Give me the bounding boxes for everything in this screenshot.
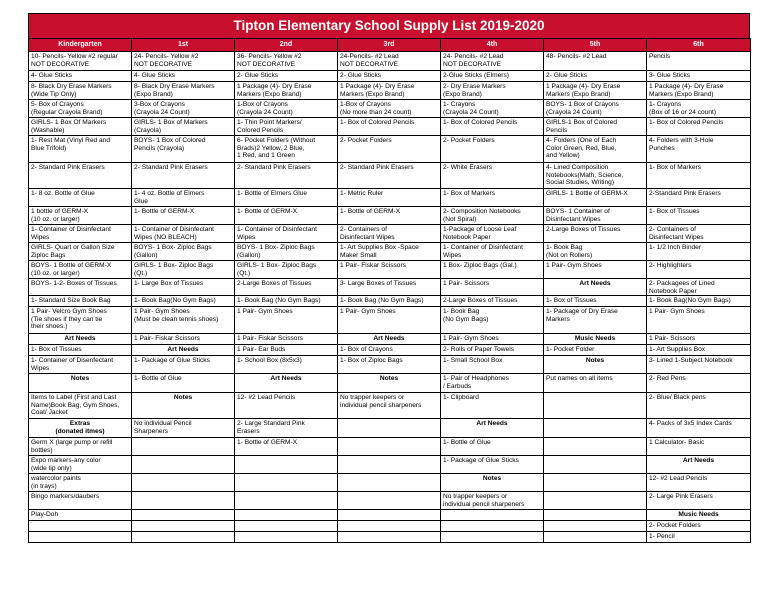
supply-item-cell: 2- Containers of Disinfectant Wipes — [647, 225, 751, 243]
supply-item-cell: 1 Package (4)- Dry Erase Markers (Expo Brand) — [338, 82, 441, 100]
supply-item-cell — [338, 419, 441, 438]
supply-item-cell: 2- Rolls of Paper Towels — [441, 345, 544, 356]
supply-item-cell: GIRLS- 1 Box- Ziploc Bags (Qt.) — [132, 261, 235, 279]
table-row — [29, 419, 751, 438]
supply-item-cell — [29, 532, 132, 543]
supply-item-cell: 1- 4 oz. Bottle of Elmers Glue — [132, 189, 235, 207]
supply-item-cell: 3- Large Boxes of Tissues — [338, 279, 441, 296]
supply-item-cell — [235, 474, 338, 492]
supply-item-cell: BOYS- 1 Bottle of GERM-X (10 oz. or larger) — [29, 261, 132, 279]
supply-item-cell: 1- Book Bag(No Gym Bags) — [132, 296, 235, 307]
supply-item-cell — [132, 474, 235, 492]
table-row — [29, 474, 751, 492]
supply-item-cell: 1 Pair- Ear Buds — [235, 345, 338, 356]
supply-item-cell: 1- Crayons (Box of 16 or 24 count) — [647, 100, 751, 118]
supply-item-cell: 4- Folders with 3-Hole Punches — [647, 136, 751, 163]
supply-item-cell: 2- Dry Erase Markers (Expo Brand) — [441, 82, 544, 100]
supply-item-cell: 2- Standard Pink Erasers — [132, 163, 235, 189]
supply-item-cell — [235, 521, 338, 532]
supply-item-cell: 1 Pair- Gym Shoes (Must be clean tennis shoes) — [132, 307, 235, 334]
supply-item-cell: 2-Glue Sticks (Elmers) — [441, 71, 544, 82]
supply-item-cell: 1- Container of Disenfectant Wipes — [29, 356, 132, 374]
supply-item-cell — [544, 419, 647, 438]
table-row — [29, 82, 751, 100]
supply-item-cell: 1- Small School Box — [441, 356, 544, 374]
supply-item-cell: GIRLS- Quart or Gallon Size Ziploc Bags — [29, 243, 132, 261]
supply-table — [28, 38, 751, 543]
supply-item-cell: 2- Glue Sticks — [544, 71, 647, 82]
supply-item-cell: 1- Box of Tissues — [647, 207, 751, 225]
supply-item-cell: No individual Pencil Sharpeners — [132, 419, 235, 438]
supply-item-cell: Items to Label (First and Last Name)Book Bag, Gym Shoes, Coat/ Jacket — [29, 393, 132, 419]
page-title: Tipton Elementary School Supply List 2019-2020 — [28, 13, 750, 38]
supply-item-cell — [235, 492, 338, 510]
supply-item-cell: 1- Pocket Folder — [544, 345, 647, 356]
table-row — [29, 393, 751, 419]
table-row — [29, 334, 751, 345]
section-label-cell: Notes — [338, 374, 441, 393]
supply-item-cell — [338, 492, 441, 510]
supply-item-cell — [338, 532, 441, 543]
table-row — [29, 296, 751, 307]
supply-item-cell: 5- Box of Crayons (Regular Crayola Brand) — [29, 100, 132, 118]
supply-table-body — [29, 52, 751, 543]
section-label-cell: Art Needs — [132, 345, 235, 356]
supply-item-cell: 1- Book Bag (No Gym Bags) — [338, 296, 441, 307]
supply-item-cell: 1-Package of Loose Leaf Notebook Paper — [441, 225, 544, 243]
supply-item-cell: 1 Package (4)- Dry Erase Markers (Expo Brand) — [647, 82, 751, 100]
supply-item-cell: Germ X (large pump or refill bottles) — [29, 438, 132, 456]
supply-item-cell: 1 bottle of GERM-X (10 oz. or larger) — [29, 207, 132, 225]
section-label-cell: Extras (donated itmes) — [29, 419, 132, 438]
supply-item-cell: 24-Pencils- #2 Lead NOT DECORATIVE — [338, 52, 441, 71]
supply-item-cell — [441, 532, 544, 543]
supply-item-cell: 1 Pair- Velcro Gym Shoes (Tie shoes if they can tie their shoes.) — [29, 307, 132, 334]
supply-item-cell: 1- Art Supplies Box -Space Maker Small — [338, 243, 441, 261]
table-row — [29, 307, 751, 334]
supply-item-cell: 1- Container of Disinfectant Wipes — [441, 243, 544, 261]
supply-item-cell: 1- Rest Mat (Vinyl Red and Blue Trifold) — [29, 136, 132, 163]
grade-header-1: Kindergarten — [29, 39, 132, 52]
supply-item-cell: 1 Pair- Fiskar Scissors — [132, 334, 235, 345]
supply-item-cell: 8- Black Dry Erase Markers (Wide Tip Only) — [29, 82, 132, 100]
supply-item-cell: GIRLS- 1 Box- Ziploc Bags (Qt.) — [235, 261, 338, 279]
supply-item-cell: BOYS- 1 Box of Colored Pencils (Crayola) — [132, 136, 235, 163]
supply-item-cell: 1- Box of Markers — [441, 189, 544, 207]
supply-item-cell: Put names on all items — [544, 374, 647, 393]
table-row — [29, 510, 751, 521]
supply-item-cell: 1 Pair- Fiskar Scissors — [235, 334, 338, 345]
supply-item-cell — [544, 492, 647, 510]
table-row — [29, 345, 751, 356]
supply-item-cell: 1- Box of Tissues — [544, 296, 647, 307]
supply-item-cell: 1- Container of Disinfectant Wipes (NO BLEACH) — [132, 225, 235, 243]
table-row — [29, 243, 751, 261]
supply-item-cell — [338, 521, 441, 532]
supply-item-cell: 1- Bottle of Glue — [132, 374, 235, 393]
supply-item-cell: 1 Box- Ziploc Bags (Gal.) — [441, 261, 544, 279]
supply-item-cell: 4- Packs of 3x5 Index Cards — [647, 419, 751, 438]
supply-item-cell: 1- Container of Disinfectant Wipes — [29, 225, 132, 243]
section-label-cell: Notes — [544, 356, 647, 374]
supply-item-cell: 1- Book Bag (No Gym Bags) — [441, 307, 544, 334]
supply-item-cell: 1- Bottle of Glue — [441, 438, 544, 456]
supply-item-cell: 4- Glue Sticks — [29, 71, 132, 82]
supply-item-cell: 1 Pair- Fiskar Scissors — [338, 261, 441, 279]
supply-item-cell: 2-Large Boxes of Tissues — [544, 225, 647, 243]
supply-item-cell: 1- Bottle of GERM-X — [235, 438, 338, 456]
table-row — [29, 52, 751, 71]
section-label-cell: Music Needs — [544, 334, 647, 345]
section-label-cell: Notes — [441, 474, 544, 492]
supply-item-cell: 1- Thin Point Markers/ Colored Pencils — [235, 118, 338, 136]
section-label-cell: Art Needs — [29, 334, 132, 345]
supply-item-cell: 1- Crayons (Crayola 24 Count) — [441, 100, 544, 118]
supply-item-cell: Play-Doh — [29, 510, 132, 521]
supply-item-cell: 1- Pair of Headphones / Earbuds — [441, 374, 544, 393]
supply-item-cell: 2- White Erasers — [441, 163, 544, 189]
supply-item-cell — [544, 393, 647, 419]
supply-item-cell: 1 Pair- Scissors — [647, 334, 751, 345]
supply-list-document — [28, 13, 750, 543]
table-row — [29, 118, 751, 136]
supply-item-cell: 2- Highlighters — [647, 261, 751, 279]
section-label-cell: Art Needs — [647, 456, 751, 474]
grade-header-4: 3rd — [338, 39, 441, 52]
table-row — [29, 71, 751, 82]
supply-item-cell: 1 Pair- Gym Shoes — [338, 307, 441, 334]
supply-item-cell: 2- Red Pens — [647, 374, 751, 393]
supply-item-cell — [235, 456, 338, 474]
supply-item-cell: 1- 1/2 Inch Binder — [647, 243, 751, 261]
supply-item-cell: 4- Folders (One of Each Color Green, Red, Blue, and Yellow) — [544, 136, 647, 163]
section-label-cell: Art Needs — [544, 279, 647, 296]
supply-item-cell: BOYS- 1 Box- Ziploc Bags (Gallon) — [132, 243, 235, 261]
supply-item-cell: 1- Box of Colored Pencils — [441, 118, 544, 136]
supply-item-cell: 1 Pair- Gym Shoes — [235, 307, 338, 334]
grade-header-7: 6th — [647, 39, 751, 52]
supply-item-cell: 3- Glue Sticks — [647, 71, 751, 82]
table-row — [29, 189, 751, 207]
supply-item-cell: 1- Metric Ruler — [338, 189, 441, 207]
grade-header-6: 5th — [544, 39, 647, 52]
supply-item-cell: 2- Pocket Folders — [647, 521, 751, 532]
table-row — [29, 356, 751, 374]
supply-item-cell — [544, 438, 647, 456]
supply-item-cell: 1-Box of Crayons (Crayola 24 Count) — [235, 100, 338, 118]
grade-header-3: 2nd — [235, 39, 338, 52]
supply-item-cell: 1 Pair- Scissors — [441, 279, 544, 296]
supply-item-cell: 2- Pocket Folders — [441, 136, 544, 163]
supply-item-cell — [132, 521, 235, 532]
supply-item-cell: 12- #2 Lead Pencils — [235, 393, 338, 419]
supply-item-cell: 1- Box of Crayons — [338, 345, 441, 356]
supply-item-cell — [235, 532, 338, 543]
supply-item-cell: 2- Standard Pink Erasers — [338, 163, 441, 189]
supply-item-cell: 1- Box of Ziploc Bags — [338, 356, 441, 374]
supply-item-cell: 1 Pair- Gym Shoes — [647, 307, 751, 334]
table-row — [29, 521, 751, 532]
table-row — [29, 261, 751, 279]
supply-item-cell — [338, 438, 441, 456]
supply-item-cell: 1- Book Bag (No Gym Bags) — [235, 296, 338, 307]
table-row — [29, 136, 751, 163]
section-label-cell: Art Needs — [441, 419, 544, 438]
grade-header-2: 1st — [132, 39, 235, 52]
supply-item-cell: 2- Packagees of Lined Notebook Paper — [647, 279, 751, 296]
supply-item-cell: 2- Containers of Disinfectant Wipes — [338, 225, 441, 243]
supply-item-cell: 1- Pencil — [647, 532, 751, 543]
supply-item-cell: 2-Large Boxes of Tissues — [441, 296, 544, 307]
supply-item-cell — [338, 474, 441, 492]
supply-item-cell: 1- Bottle of Elmers Glue — [235, 189, 338, 207]
supply-item-cell: 1 Pair- Gym Shoes — [544, 261, 647, 279]
supply-item-cell: 1 Pair- Gym Shoes — [441, 334, 544, 345]
supply-item-cell: Bingo markers/daubers — [29, 492, 132, 510]
supply-item-cell: GIRLS-1 Box of Colored Pencils — [544, 118, 647, 136]
supply-item-cell: 1- Package of Dry Erase Markers — [544, 307, 647, 334]
supply-item-cell: 1- Clipboard — [441, 393, 544, 419]
table-row — [29, 279, 751, 296]
supply-item-cell: 2- Pocket Folders — [338, 136, 441, 163]
supply-item-cell — [441, 510, 544, 521]
supply-item-cell: GIRLS- 1 Box of Markers (Crayola) — [132, 118, 235, 136]
supply-item-cell: 1 Package (4)- Dry Erase Markers (Expo Brand) — [544, 82, 647, 100]
supply-item-cell: 12- #2 Lead Pencils — [647, 474, 751, 492]
supply-item-cell — [544, 456, 647, 474]
supply-item-cell: 1-Box of Crayons (No more than 24 count) — [338, 100, 441, 118]
supply-item-cell — [544, 510, 647, 521]
supply-item-cell — [132, 438, 235, 456]
supply-item-cell: BOYS- 1 Box of Crayons (Crayola 24 Count) — [544, 100, 647, 118]
supply-item-cell — [132, 532, 235, 543]
supply-item-cell: 4- Glue Sticks — [132, 71, 235, 82]
supply-item-cell: 1 Package (4)- Dry Erase Markers (Expo Brand) — [235, 82, 338, 100]
supply-item-cell: GIRLS- 1 Box Of Markers (Washable) — [29, 118, 132, 136]
table-row — [29, 532, 751, 543]
supply-item-cell: watercolor paints (in trays) — [29, 474, 132, 492]
supply-item-cell — [132, 492, 235, 510]
supply-item-cell: 1- Box of Colored Pencils — [647, 118, 751, 136]
supply-item-cell: 1- Book Bag (Not on Rollers) — [544, 243, 647, 261]
supply-item-cell: 2- Glue Sticks — [338, 71, 441, 82]
supply-item-cell: 1- Large Box of Tissues — [132, 279, 235, 296]
supply-item-cell: 2- Large Standard Pink Erasers — [235, 419, 338, 438]
section-label-cell: Art Needs — [338, 334, 441, 345]
supply-item-cell: 1- Bottle of GERM-X — [132, 207, 235, 225]
supply-item-cell — [338, 510, 441, 521]
section-label-cell: Notes — [29, 374, 132, 393]
supply-item-cell: 1- School Box (8x5x3) — [235, 356, 338, 374]
supply-item-cell: 1- Bottle of GERM-X — [338, 207, 441, 225]
table-row — [29, 374, 751, 393]
supply-item-cell: 2- Composition Notebooks (Not Spiral) — [441, 207, 544, 225]
supply-item-cell — [132, 456, 235, 474]
supply-item-cell: 3- Lined 1-Subject Notebook — [647, 356, 751, 374]
supply-item-cell: 10- Pencils- Yellow #2 regular NOT DECORATIVE — [29, 52, 132, 71]
supply-item-cell: 2- Standard Pink Erasers — [235, 163, 338, 189]
grade-header-5: 4th — [441, 39, 544, 52]
supply-item-cell — [544, 521, 647, 532]
supply-item-cell: 1- Box of Tissues — [29, 345, 132, 356]
supply-item-cell: BOYS- 1 Container of Disinfectant Wipes — [544, 207, 647, 225]
supply-item-cell: 48- Pencils- #2 Lead — [544, 52, 647, 71]
supply-item-cell: BOYS- 1-2- Boxes of Tissues — [29, 279, 132, 296]
supply-item-cell — [132, 510, 235, 521]
section-label-cell: Art Needs — [235, 374, 338, 393]
table-row — [29, 163, 751, 189]
supply-item-cell: 24- Pencils- Yellow #2 NOT DECORATIVE — [132, 52, 235, 71]
supply-item-cell: 1- Box of Colored Pencils — [338, 118, 441, 136]
supply-item-cell: GIRLS- 1 Bottle of GERM-X — [544, 189, 647, 207]
supply-item-cell — [338, 456, 441, 474]
supply-item-cell: 2- Blue/ Black pens — [647, 393, 751, 419]
supply-item-cell: 24- Pencils- #2 Lead NOT DECORATIVE — [441, 52, 544, 71]
supply-item-cell: 1- Standard Size Book Bag — [29, 296, 132, 307]
supply-item-cell: 4- Lined Composition Notebooks(Math, Science, Social Studies, Writing) — [544, 163, 647, 189]
supply-item-cell: No trapper keepers or individual pencil sharpeners — [441, 492, 544, 510]
supply-item-cell: 1- Art Supplies Box — [647, 345, 751, 356]
supply-item-cell: 2-Standard Pink Erasers — [647, 189, 751, 207]
table-row — [29, 456, 751, 474]
table-row — [29, 100, 751, 118]
supply-item-cell: 1- Box of Markers — [647, 163, 751, 189]
supply-item-cell: 1- Bottle of GERM-X — [235, 207, 338, 225]
table-row — [29, 438, 751, 456]
supply-item-cell: 3-Box of Crayons (Crayola 24 Count) — [132, 100, 235, 118]
supply-item-cell: 1 Calculator- Basic — [647, 438, 751, 456]
section-label-cell: Notes — [132, 393, 235, 419]
table-row — [29, 207, 751, 225]
supply-item-cell — [441, 521, 544, 532]
supply-item-cell — [29, 521, 132, 532]
supply-item-cell: 2- Large Pink Erasers — [647, 492, 751, 510]
supply-item-cell: Pencils — [647, 52, 751, 71]
supply-item-cell — [235, 510, 338, 521]
supply-item-cell: 2- Standard Pink Erasers — [29, 163, 132, 189]
supply-item-cell: 1- Package of Glue Sticks — [441, 456, 544, 474]
supply-item-cell: 36- Pencils- Yellow #2 NOT DECORATIVE — [235, 52, 338, 71]
grade-header-row — [29, 39, 751, 52]
supply-item-cell: No trapper keepers or individual pencil sharpeners — [338, 393, 441, 419]
table-row — [29, 492, 751, 510]
supply-item-cell: Expo markers-any color (wide tip only) — [29, 456, 132, 474]
supply-item-cell — [544, 474, 647, 492]
table-row — [29, 225, 751, 243]
supply-item-cell: 1- 8 oz. Bottle of Glue — [29, 189, 132, 207]
supply-item-cell: 1- Container of Disinfectant Wipes — [235, 225, 338, 243]
supply-item-cell: BOYS- 1 Box- Ziploc Bags (Gallon) — [235, 243, 338, 261]
supply-item-cell: 1- Book Bag(No Gym Bags) — [647, 296, 751, 307]
supply-item-cell: 2- Glue Sticks — [235, 71, 338, 82]
supply-item-cell — [544, 532, 647, 543]
section-label-cell: Music Needs — [647, 510, 751, 521]
supply-item-cell: 2-Large Boxes of Tissues — [235, 279, 338, 296]
supply-item-cell: 8- Black Dry Erase Markers (Expo Brand) — [132, 82, 235, 100]
supply-item-cell: 1- Package of Glue Sticks — [132, 356, 235, 374]
supply-item-cell: 6- Pocket Folders (Without Brads)2 Yellow, 2 Blue, 1 Red, and 1 Green — [235, 136, 338, 163]
